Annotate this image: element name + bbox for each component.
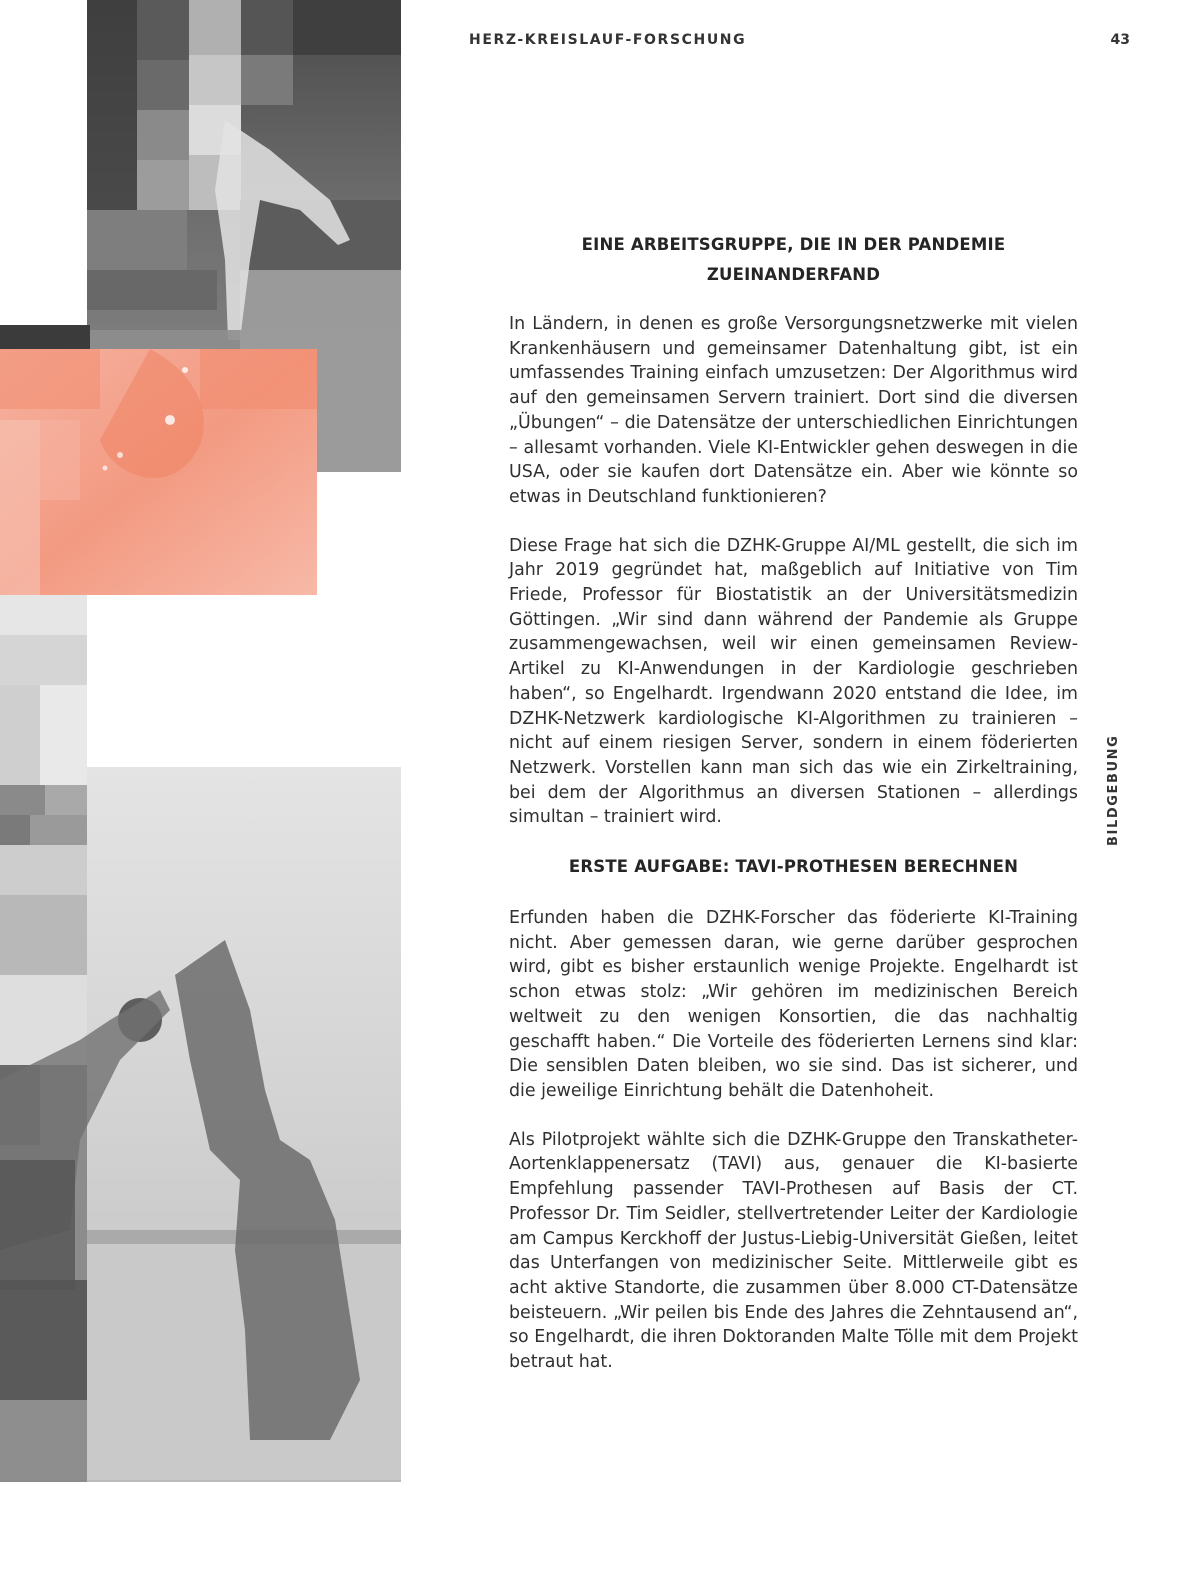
running-head: HERZ-KREISLAUF-FORSCHUNG (469, 32, 747, 48)
pixel-column (0, 595, 87, 1065)
salmon-panel (0, 349, 317, 595)
paragraph-1: In Ländern, in denen es große Versorgungsnetzwerke mit vielen Krankenhäusern und gemeinsamer Datenhaltung gibt, ist ein umfassendes Training einfach umzusetzen: Der Algorithmus wird auf den gemeinsamen Servern trainiert. Dort sind die diversen „Übungen“ – die Datensätze der unterschiedlichen Einrichtungen – allesamt vorhanden. Viele KI-Entwickler gehen deswegen in die USA, oder sie kaufen dort Datensätze ein. Aber wie könnte so etwas in Deutschland funktionieren? (509, 314, 1078, 507)
page-number: 43 (1110, 32, 1130, 48)
paragraph-3: Erfunden haben die DZHK-Forscher das föderierte KI-Training nicht. Aber gemessen daran, wie gerne darüber gesprochen wird, gibt es bisher erstaunlich wenige Projekte. Engelhardt ist schon etwas stolz: „Wir gehören im medizinischen Bereich weltweit zu den wenigen Konsortien, die das nachhaltig geschafft haben.“ Die Vorteile des föderierten Lernens sind klar: Die sensiblen Daten bleiben, wo sie sind. Das ist sicherer, und die jeweilige Einrichtung behält die Datenhoheit. (509, 908, 1078, 1101)
article-body (509, 230, 1078, 1375)
paragraph-2: Diese Frage hat sich die DZHK-Gruppe AI/ML gestellt, die sich im Jahr 2019 gegründet hat, maßgeblich auf Initiative von Tim Friede, Professor für Biostatistik an der Universitätsmedizin Göttingen. „Wir sind dann während der Pandemie als Gruppe zusammengewachsen, weil wir einen gemeinsamen Review-Artikel zu KI-Anwendungen in der Kardiologie geschrieben haben“, so Engelhardt. Irgendwann 2020 entstand die Idee, im DZHK-Netzwerk kardiologische KI-Algorithmen zu trainieren – nicht auf einem riesigen Server, sondern in einem föderierten Netzwerk. Vorstellen kann man sich das wie ein Zirkeltraining, bei dem der Algorithmus an diversen Stationen – allerdings simultan – trainiert wird. (509, 535, 1078, 828)
dark-strip (0, 325, 90, 349)
paragraph-4: Als Pilotprojekt wählte sich die DZHK-Gruppe den Transkatheter-Aortenklappenersatz (TAVI) aus, genauer die KI-basierte Empfehlung passender TAVI-Prothesen auf Basis der CT. Professor Dr. Tim Seidler, stellvertretender Leiter der Kardiologie am Campus Kerckhoff der Justus-Liebig-Universität Gießen, leitet das Unterfangen von medizinischer Seite. Mittlerweile gibt es acht aktive Standorte, die zusammen über 8.000 CT-Datensätze beisteuern. „Wir peilen bis Ende des Jahres die Zehntausend an“, so Engelhardt, die ihren Doktoranden Malte Tölle mit dem Projekt betraut hat. (509, 1129, 1078, 1373)
section-side-label: BILDGEBUNG (1106, 734, 1121, 846)
section-heading-2: ERSTE AUFGABE: TAVI-PROTHESEN BERECHNEN (568, 857, 1019, 877)
image-collage (0, 0, 420, 1500)
section-heading-1: EINE ARBEITSGRUPPE, DIE IN DER PANDEMIE ZUEINANDERFAND (581, 235, 1006, 284)
